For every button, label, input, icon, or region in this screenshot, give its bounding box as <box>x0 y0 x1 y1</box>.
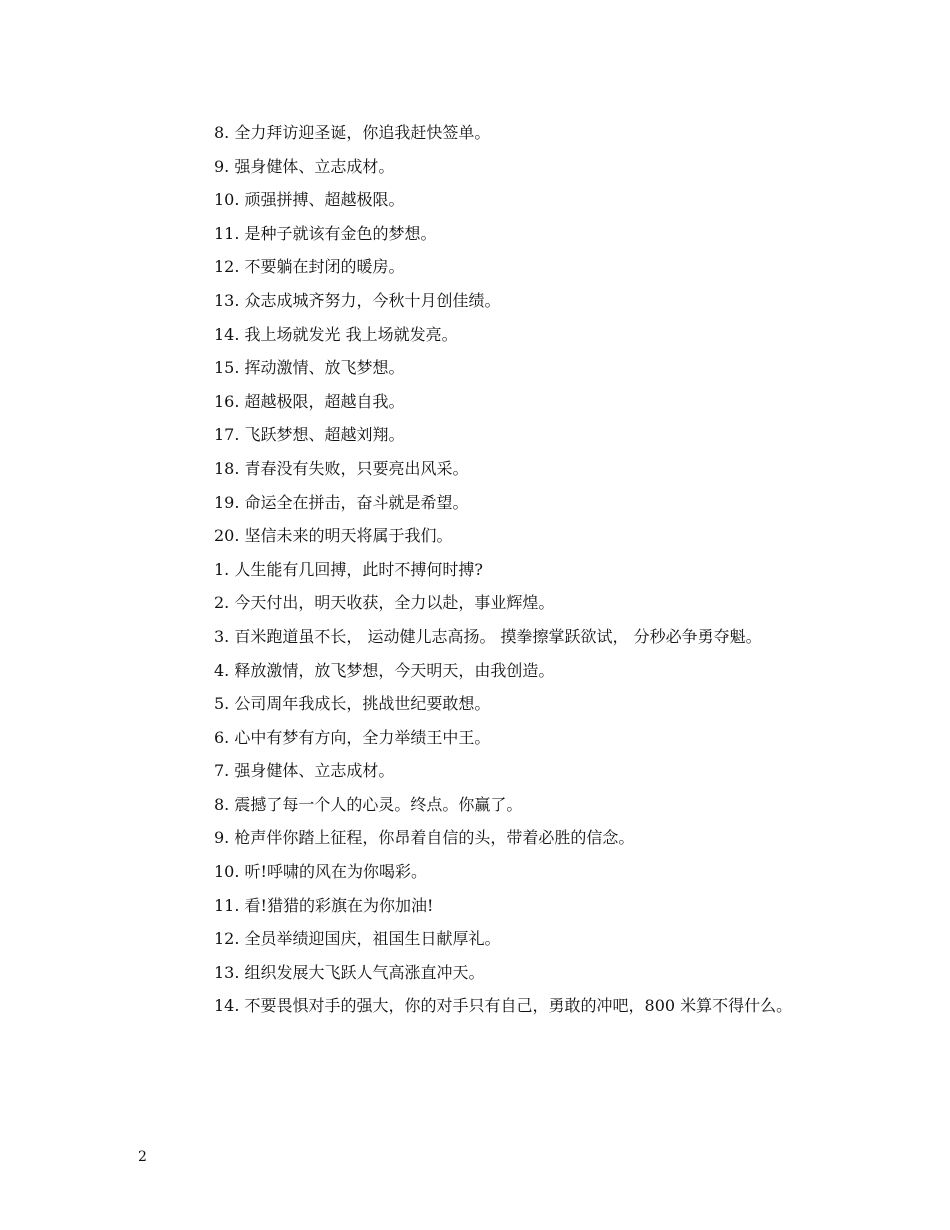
list-item: 3. 百米跑道虽不长， 运动健儿志高扬。 摸拳擦掌跃欲试， 分秒必争勇夺魁。 <box>214 626 762 646</box>
list-item: 18. 青春没有失败，只要亮出风采。 <box>214 458 469 478</box>
list-item: 13. 众志成城齐努力，今秋十月创佳绩。 <box>214 290 501 310</box>
list-item: 10. 顽强拼搏、超越极限。 <box>214 190 405 210</box>
list-item: 17. 飞跃梦想、超越刘翔。 <box>214 425 405 445</box>
list-item: 12. 不要躺在封闭的暖房。 <box>214 257 405 277</box>
list-item: 6. 心中有梦有方向，全力举绩王中王。 <box>214 727 491 747</box>
list-item: 13. 组织发展大飞跃人气高涨直冲天。 <box>214 962 485 982</box>
list-item: 2. 今天付出，明天收获，全力以赴，事业辉煌。 <box>214 593 555 613</box>
list-item: 15. 挥动激情、放飞梦想。 <box>214 358 405 378</box>
list-item: 20. 坚信未来的明天将属于我们。 <box>214 526 453 546</box>
list-item: 12. 全员举绩迎国庆，祖国生日献厚礼。 <box>214 929 501 949</box>
list-item: 14. 不要畏惧对手的强大，你的对手只有自己，勇敢的冲吧，800 米算不得什么。 <box>214 996 793 1016</box>
list-item: 11. 是种子就该有金色的梦想。 <box>214 223 437 243</box>
list-item: 9. 强身健体、立志成材。 <box>214 156 395 176</box>
list-item: 16. 超越极限，超越自我。 <box>214 391 405 411</box>
list-item: 8. 全力拜访迎圣诞，你追我赶快签单。 <box>214 123 491 142</box>
list-item: 1. 人生能有几回搏，此时不搏何时搏? <box>214 559 483 579</box>
list-item: 14. 我上场就发光 我上场就发亮。 <box>214 324 458 344</box>
list-item: 4. 释放激情，放飞梦想，今天明天，由我创造。 <box>214 660 555 680</box>
page-number: 2 <box>138 1149 147 1165</box>
list-item: 19. 命运全在拼击，奋斗就是希望。 <box>214 492 469 512</box>
slogan-list <box>138 116 814 1023</box>
list-item: 8. 震撼了每一个人的心灵。终点。你赢了。 <box>214 794 523 814</box>
list-item: 5. 公司周年我成长，挑战世纪要敢想。 <box>214 694 491 714</box>
list-item: 9. 枪声伴你踏上征程，你昂着自信的头，带着必胜的信念。 <box>214 828 635 848</box>
list-item: 7. 强身健体、立志成材。 <box>214 761 395 781</box>
list-item: 10. 听!呼啸的风在为你喝彩。 <box>214 862 427 882</box>
list-item: 11. 看!猎猎的彩旗在为你加油! <box>214 895 434 915</box>
